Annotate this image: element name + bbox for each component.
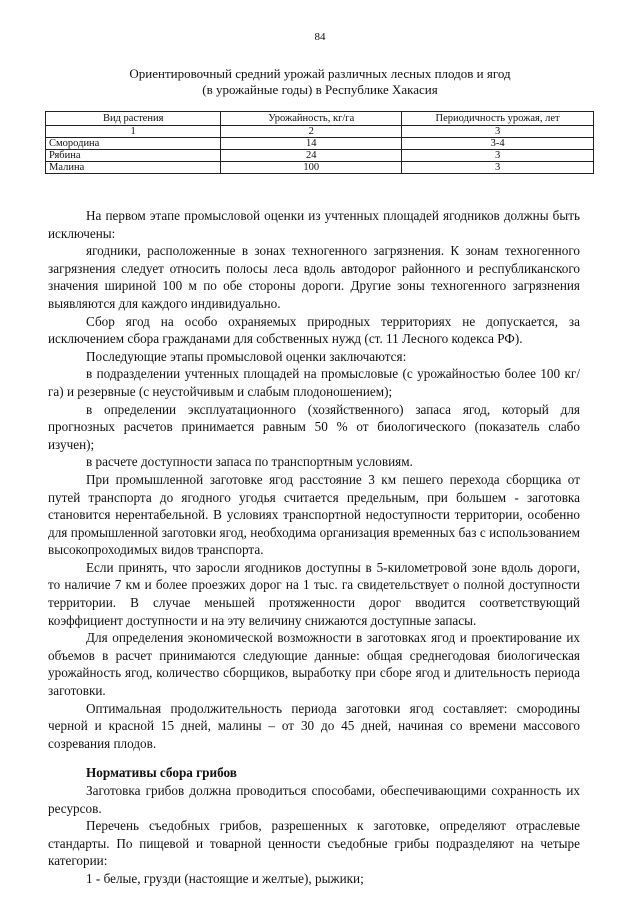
header-plant-type: Вид растения	[46, 112, 221, 126]
cell-periodicity: 3	[402, 162, 594, 174]
paragraph: в расчете доступности запаса по транспортным условиям.	[86, 454, 413, 470]
table-header-row	[46, 112, 594, 126]
cell-plant: Смородина	[46, 138, 221, 150]
table-title-line-1: Ориентировочный средний урожай различных лесных плодов и ягод	[129, 66, 511, 81]
cell-yield: 100	[221, 162, 402, 174]
cell-plant: Малина	[46, 162, 221, 174]
cell-periodicity: 3	[402, 150, 594, 162]
column-number: 1	[46, 126, 221, 138]
paragraph: ягодники, расположенные в зонах техногенного загрязнения. К зонам техногенного загрязнения следует относить полосы леса вдоль автодорог районного и республиканского значения шириной 100 м по обе стороны дороги. Другие зоны техногенного загрязнения выявляются для каждого индивидуально.	[48, 243, 580, 311]
header-periodicity: Периодичность урожая, лет	[402, 112, 594, 126]
column-number: 3	[402, 126, 594, 138]
page-number: 84	[314, 31, 326, 43]
paragraph: в определении эксплуатационного (хозяйственного) запаса ягод, который для прогнозных расчетов принимается равным 50 % от биологического (показатель слабо изучен);	[48, 401, 580, 452]
section-heading: Нормативы сбора грибов	[86, 765, 237, 781]
paragraph: Последующие этапы промысловой оценки заключаются:	[86, 348, 407, 364]
cell-periodicity: 3-4	[402, 138, 594, 150]
body-text	[48, 207, 580, 888]
paragraph: Заготовка грибов должна проводиться способами, обеспечивающими сохранность их ресурсов.	[48, 783, 580, 816]
cell-yield: 24	[221, 150, 402, 162]
paragraph: Оптимальная продолжительность периода заготовки ягод составляет: смородины черной и красной 15 дней, малины – от 30 до 45 дней, начиная со времени массового созревания плодов.	[48, 700, 580, 751]
paragraph: При промышленной заготовке ягод расстояние 3 км пешего перехода сборщика от путей транспорта до ягодного угодья считается предельным, при большем - заготовка становится нерентабельной. В условиях транспортной недоступности территории, особенно для промышленной заготовки ягод, необходима организация временных баз с использованием высокопроходимых видов транспорта.	[48, 471, 580, 558]
table-row	[46, 162, 594, 174]
paragraph: Сбор ягод на особо охраняемых природных территориях не допускается, за исключением сбора гражданами для собственных нужд (ст. 11 Лесного кодекса РФ).	[48, 313, 580, 347]
paragraph: На первом этапе промысловой оценки из учтенных площадей ягодников должны быть исключены:	[48, 208, 580, 241]
paragraph: в подразделении учтенных площадей на промысловые (с урожайностью более 100 кг/га) и резервные (с неустойчивым и слабым плодоношением);	[48, 366, 580, 399]
paragraph: Перечень съедобных грибов, разрешенных к заготовке, определяют отраслевые стандарты. По пищевой и товарной ценности съедобные грибы подразделяют на четыре категории:	[48, 818, 580, 869]
header-yield: Урожайность, кг/га	[221, 112, 402, 126]
table-number-row	[46, 126, 594, 138]
table-title	[0, 66, 640, 98]
table-row	[46, 138, 594, 150]
yield-table	[45, 111, 594, 174]
table-title-line-2: (в урожайные годы) в Республике Хакасия	[202, 82, 438, 97]
paragraph: Для определения экономической возможности в заготовках ягод и проектирование их объемов в расчет принимаются следующие данные: общая среднегодовая биологическая урожайность ягод, количество сборщиков, выработку при сборе ягод и длительность периода заготовки.	[48, 630, 580, 699]
paragraph: Если принять, что заросли ягодников доступны в 5-километровой зоне вдоль дороги, то наличие 7 км и более проезжих дорог на 1 тыс. га свидетельствует о полной доступности территории. В случае меньшей протяженности дорог вводится соответствующий коэффициент доступности и на эту величину снижаются доступные запасы.	[48, 559, 580, 628]
paragraph: 1 - белые, грузди (настоящие и желтые), рыжики;	[86, 870, 364, 886]
column-number: 2	[221, 126, 402, 138]
cell-plant: Рябина	[46, 150, 221, 162]
cell-yield: 14	[221, 138, 402, 150]
table-row	[46, 150, 594, 162]
